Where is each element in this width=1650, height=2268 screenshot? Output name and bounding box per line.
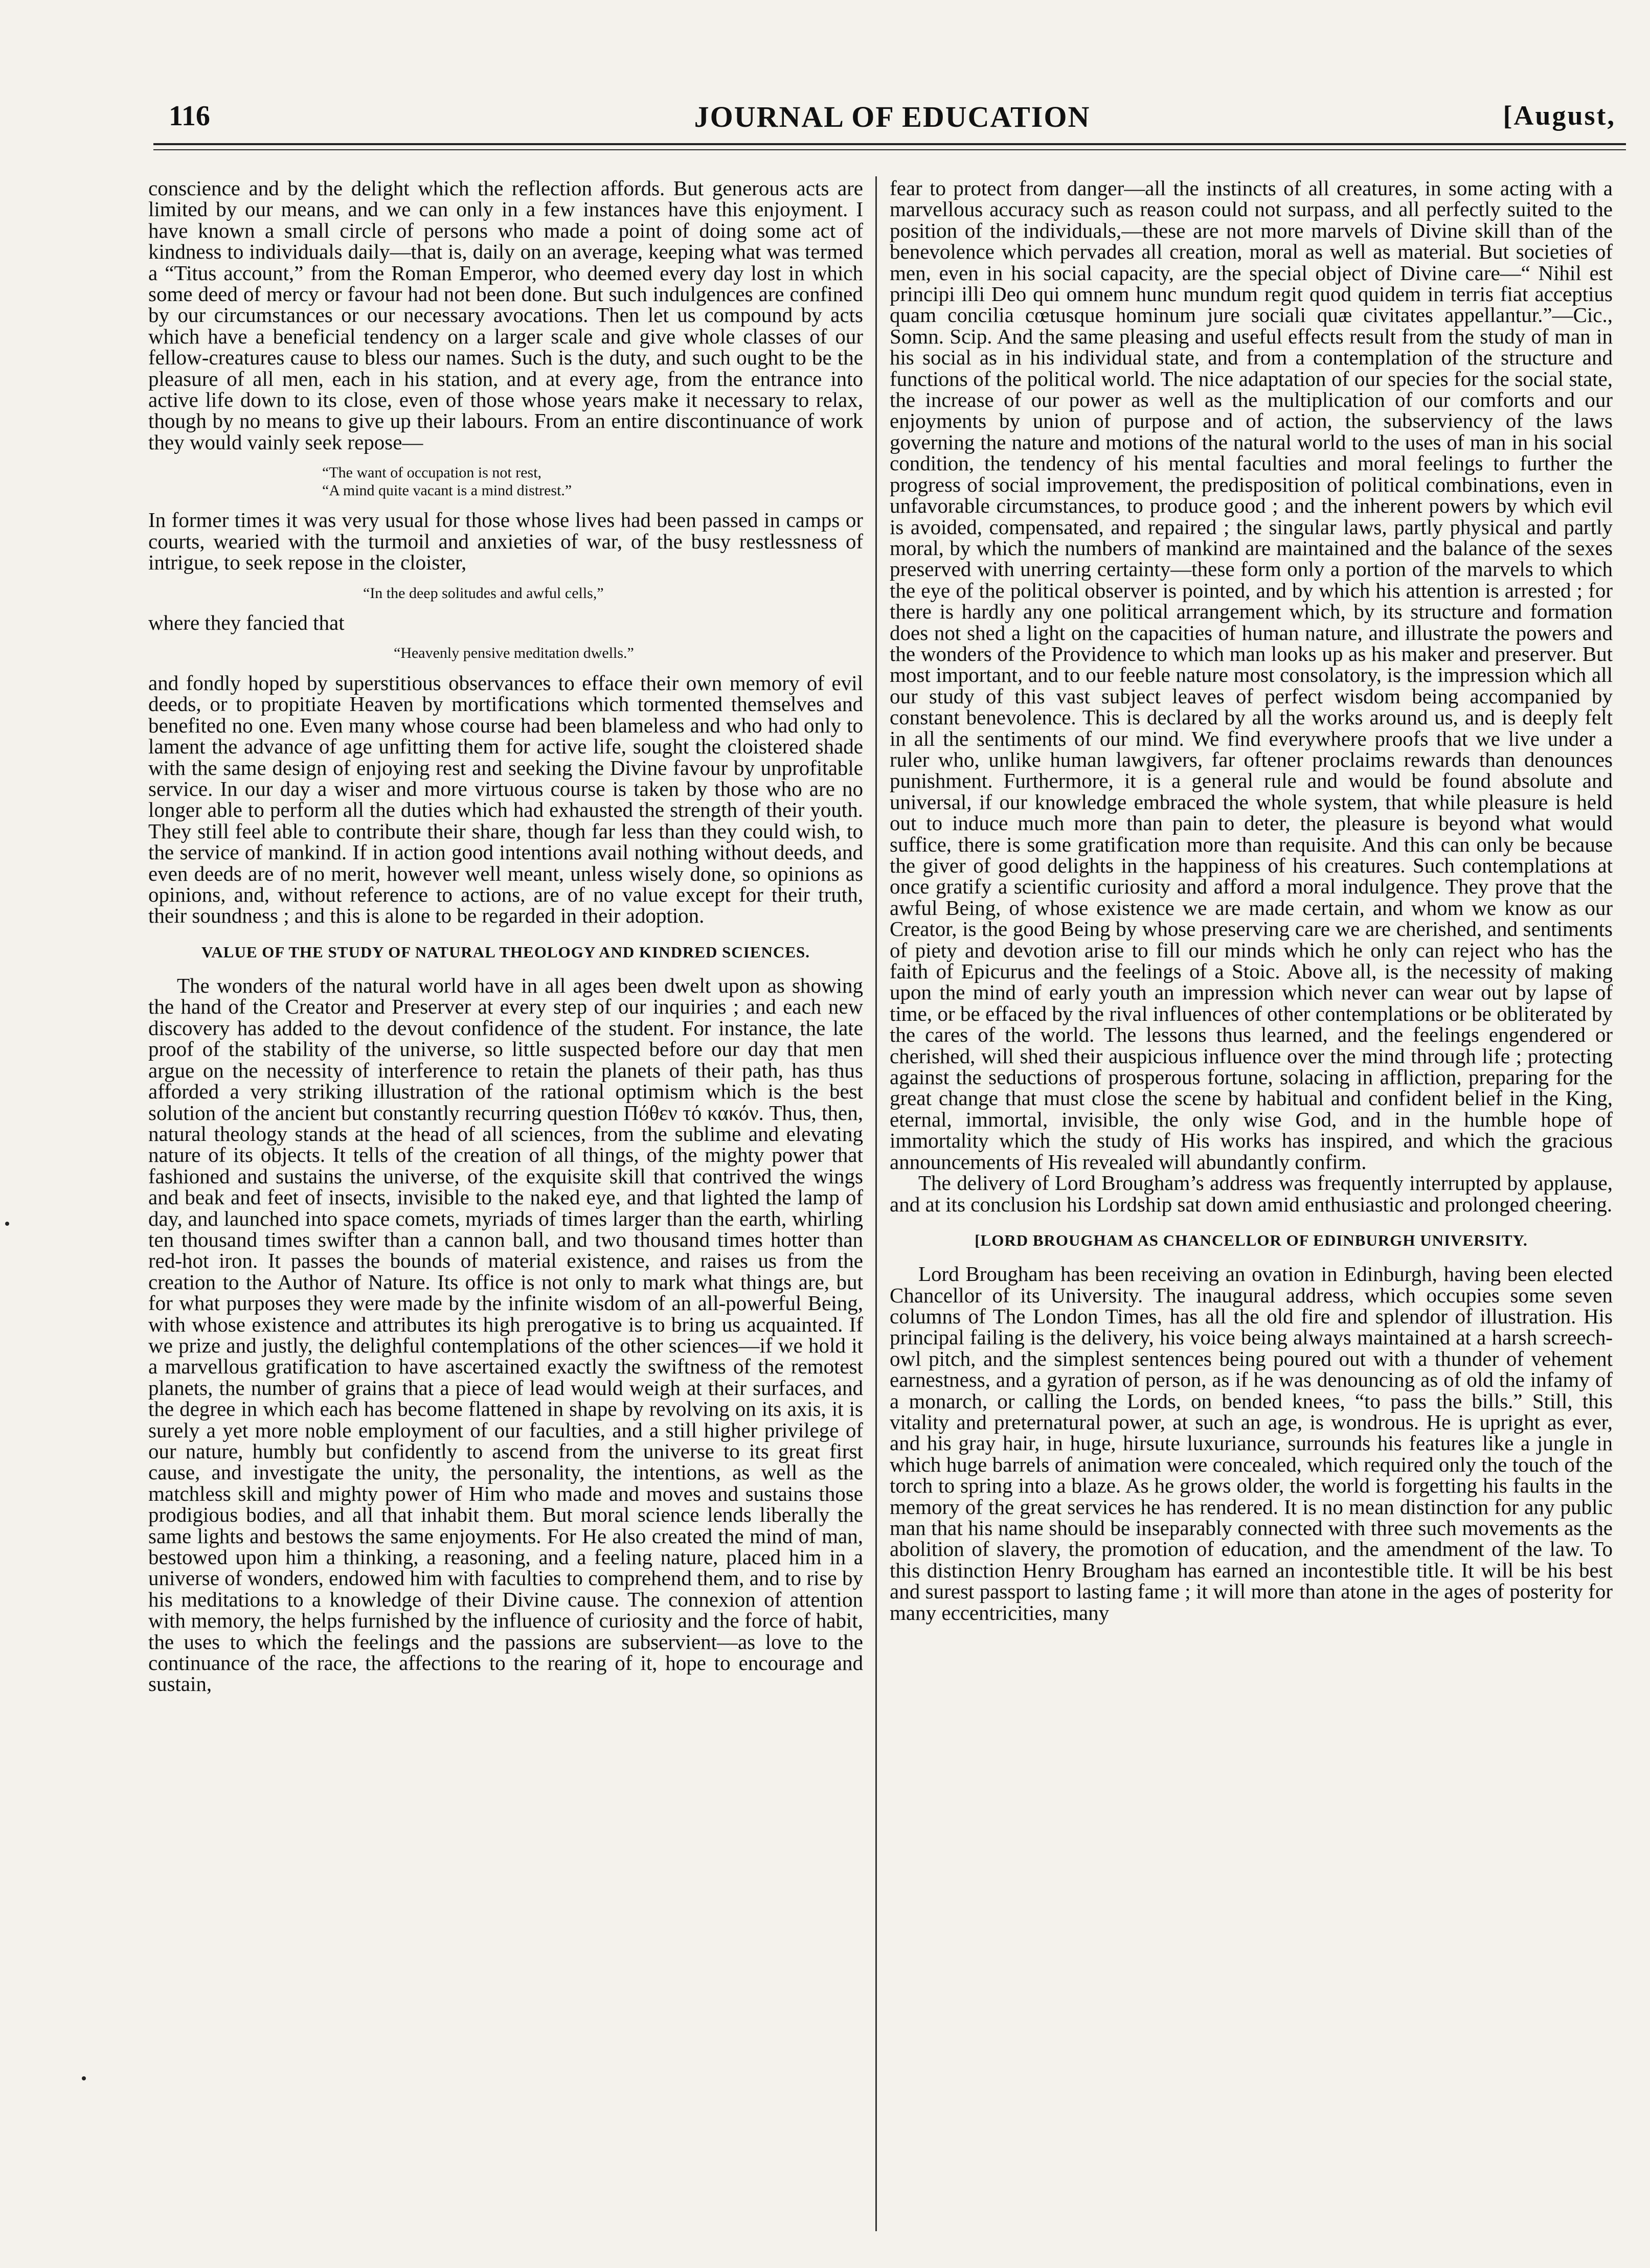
ink-dot [82,2076,86,2080]
page-header [169,100,1616,135]
verse-quote [148,645,863,662]
edge-speck [5,1222,9,1226]
verse-quote [148,464,863,499]
verse-line: “A mind quite vacant is a mind distrest.” [322,482,572,499]
paragraph: conscience and by the delight which the reflection affords. But generous acts are limited by our means, and we can only in a few instances have this enjoyment. I have known a small circle of persons who made a point of doing some act of kindness to individuals daily—that is, daily on an average, keeping what was termed a “Titus account,” from the Roman Emperor, who deemed every day lost in which some deed of mercy or favour had not been done. But such indulgences are confined by our circumstances or our necessary avocations. Then let us compound by acts which have a beneficial tendency on a larger scale and give whole classes of our fellow-creatures cause to bless our names. Such is the duty, and such ought to be the pleasure of all men, each in his station, and at every age, from the entrance into active life down to its close, even of those whose years make it necessary to relax, though by no means to give up their labours. From an entire discontinuance of work they would vainly seek repose— [148,176,863,454]
paragraph: The delivery of Lord Brougham’s address was frequently interrupted by applause, and at its conclusion his Lordship sat down amid enthusiastic and prolonged cheering. [890,1171,1613,1216]
verse-line: “The want of occupation is not rest, [322,464,542,482]
paragraph: and fondly hoped by superstitious observances to efface their own memory of evil deeds, or to propitiate Heaven by mortifications which tormented themselves and benefited no one. Even many whose course had been blameless and who had only to lament the advance of age unfitting them for active life, sought the cloistered shade with the same design of enjoying rest and seeking the Divine favour by unprofitable service. In our day a wiser and more virtuous course is taken by those who are no longer able to perform all the duties which had exhausted the strength of their youth. They still feel able to contribute their share, though far less than they could wish, to the service of mankind. If in action good intentions avail nothing without deeds, and even deeds are of no merit, however well meant, unless wisely done, so opinions as opinions, and, without reference to actions, are of no value except for their truth, their soundness ; and this is alone to be regarded in their adoption. [148,671,863,928]
paragraph: The wonders of the natural world have in all ages been dwelt upon as showing the hand of the Creator and Preserver at every step of our inquiries ; and each new discovery has added to the devout confidence of the student. For instance, the late proof of the stability of the universe, so little suspected before our day that men argue on the necessity of interference to retain the planets of their path, has thus afforded a very striking illustration of the rational optimism which is the best solution of the ancient but constantly recurring question Πόθεν τό κακόν. Thus, then, natural theology stands at the head of all sciences, from the sublime and elevating nature of its objects. It tells of the creation of all things, of the mighty power that fashioned and sustains the universe, of the exquisite skill that contrived the wings and beak and feet of insects, invisible to the naked eye, and that lighted the lamp of day, and launched into space comets, myriads of times larger than the earth, whirling ten thousand times swifter than a cannon ball, and two thousand times hotter than red-hot iron. It passes the bounds of material existence, and raises us from the creation to the Author of Nature. Its office is not only to mark what things are, but for what purposes they were made by the infinite wisdom of an all-powerful Being, with whose existence and attributes its high prerogative is to bring us acquainted. If we prize and justly, the delighful contemplations of the other sciences—if we hold it a marvellous gratification to have ascertained exactly the swiftness of the remotest planets, the number of grains that a piece of lead would weigh at their surfaces, and the degree in which each has become flattened in shape by revolving on its axis, it is surely a yet more noble employment of our faculties, and a still higher privilege of our nature, humbly but confidently to ascend from the universe to its great first cause, and investigate the unity, the personality, the intentions, as well as the matchless skill and mighty power of Him who made and moves and sustains those prodigious bodies, and all that inhabit them. But moral science lends liberally the same lights and bestows the same enjoyments. For He also created the mind of man, bestowed upon him a thinking, a reasoning, and a feeling nature, placed him in a universe of wonders, endowed him with faculties to comprehend them, and to rise by his meditations to a knowledge of their Divine cause. The connexion of attention with memory, the helps furnished by the influence of curiosity and the force of habit, the uses to which the feelings and the passions are subservient—as love to the continuance of the race, the affections to the rearing of it, hope to encourage and sustain, [148,974,863,1696]
paragraph: fear to protect from danger—all the instincts of all creatures, in some acting with a marvellous accuracy such as reason could not surpass, and all perfectly suited to the position of the individuals,—these are not more marvels of Divine skill than of the benevolence which pervades all creation, moral as well as material. But societies of men, even in his social capacity, are the special object of Divine care—“ Nihil est principi illi Deo qui omnem hunc mundum regit quod quidem in terris fiat acceptius quam concilia cœtusque hominum jure sociali quæ civitates appellantur.”—Cic., Somn. Scip. And the same pleasing and useful effects result from the study of man in his social as in his individual state, and from a contemplation of the structure and functions of the political world. The nice adaptation of our species for the social state, the increase of our power as well as the multiplication of our comforts and our enjoyments by union of purpose and of action, the subserviency of the laws governing the nature and motions of the natural world to the uses of man in his social condition, the tendency of his mental faculties and moral feelings to further the progress of social improvement, the predisposition of political combinations, even in unfavorable circumstances, to produce good ; and the inherent powers by which evil is avoided, compensated, and repaired ; the singular laws, partly physical and partly moral, by which the numbers of mankind are maintained and the balance of the sexes preserved with unerring certainty—these form only a portion of the marvels to which the eye of the political observer is pointed, and by which his attention is arrested ; for there is hardly any one political arrangement which, by its structure and formation does not shed a light on the capacities of human nature, and illustrate the powers and the wonders of the Providence to which man looks up as his maker and preserver. But most important, and to our feeble nature most consolatory, is the impression which all our study of this vast subject leaves of perfect wisdom being accompanied by constant benevolence. This is declared by all the works around us, and is deeply felt in all the sentiments of our mind. We find everywhere proofs that we live under a ruler who, unlike human lawgivers, far oftener proclaims rewards than denounces punishment. Furthermore, it is a general rule and would be found absolute and universal, if our knowledge embraced the whole system, that while pleasure is held out to induce much more than pain to deter, the pleasure is beyond what would suffice, there is some gratification more than requisite. And this can only be because the giver of good delights in the happiness of his creatures. Such contemplations at once gratify a scientific curiosity and afford a moral indulgence. They prove that the awful Being, of whose existence we are made certain, and whom we know as our Creator, is the good Being by whose preserving care we are cherished, and sentiments of piety and devotion arise to fill our minds which he only can reject who has the faith of Epicurus and the feelings of a Stoic. Above all, is the necessity of making upon the mind of early youth an impression which never can wear out by lapse of time, or be effaced by the rival influences of other contemplations or be obliterated by the cares of the world. The lessons thus learned, and the feelings engendered or cherished, will shed their auspicious influence over the mind through life ; protecting against the seductions of prosperous fortune, solacing in affliction, preparing for the great change that must close the scene by habitual and confident belief in the King, eternal, immortal, invisible, the only wise God, and in the humble hope of immortality which the study of His works has inspired, and which the gracious announcements of His revealed will abundantly confirm. [890,176,1613,1174]
header-rule-thin [153,149,1626,150]
header-rule-thick [153,143,1626,145]
page-number: 116 [169,100,210,132]
section-heading: [LORD BROUGHAM AS CHANCELLOR OF EDINBURGH UNIVERSITY. [975,1231,1528,1249]
column-divider [875,176,877,2231]
running-title: JOURNAL OF EDUCATION [694,100,1091,133]
section-heading: VALUE OF THE STUDY OF NATURAL THEOLOGY AND KINDRED SCIENCES. [201,943,810,961]
header-month: [August, [1503,100,1616,131]
paragraph: where they fancied that [148,611,345,634]
verse-line: “In the deep solitudes and awful cells,” [363,584,604,602]
right-column [890,178,1613,1623]
paragraph: Lord Brougham has been receiving an ovation in Edinburgh, having been elected Chancellor of its University. The inaugural address, which occupies some seven columns of The London Times, has all the old fire and splendor of illustration. His principal failing is the delivery, his voice being always maintained at a harsh screech-owl pitch, and the simplest sentences being poured out with a thunder of vehement earnestness, and a gyration of person, as if he was denouncing as of old the infamy of a monarch, or calling the Lords, on bended knees, “to pass the bills.” Still, this vitality and preternatural power, at such an age, is wondrous. He is upright as ever, and his gray hair, in huge, hirsute luxuriance, surrounds his features like a jungle in which huge barrels of animation were concealed, which required only the touch of the torch to spring into a blaze. As he grows older, the world is forgetting his faults in the memory of the great services he has rendered. It is no mean distinction for any public man that his name should be inseparably connected with three such movements as the abolition of slavery, the promotion of education, and the amendment of the law. To this distinction Henry Brougham has earned an incontestible title. It will be his best and surest passport to lasting fame ; it will more than atone in the ages of posterity for many eccentricities, many [890,1262,1613,1624]
verse-quote [148,585,863,603]
left-column [148,178,863,1695]
paragraph: In former times it was very usual for those whose lives had been passed in camps or courts, wearied with the turmoil and anxieties of war, of the busy restlessness of intrigue, to seek repose in the cloister, [148,508,863,575]
verse-line: “Heavenly pensive meditation dwells.” [394,645,634,662]
